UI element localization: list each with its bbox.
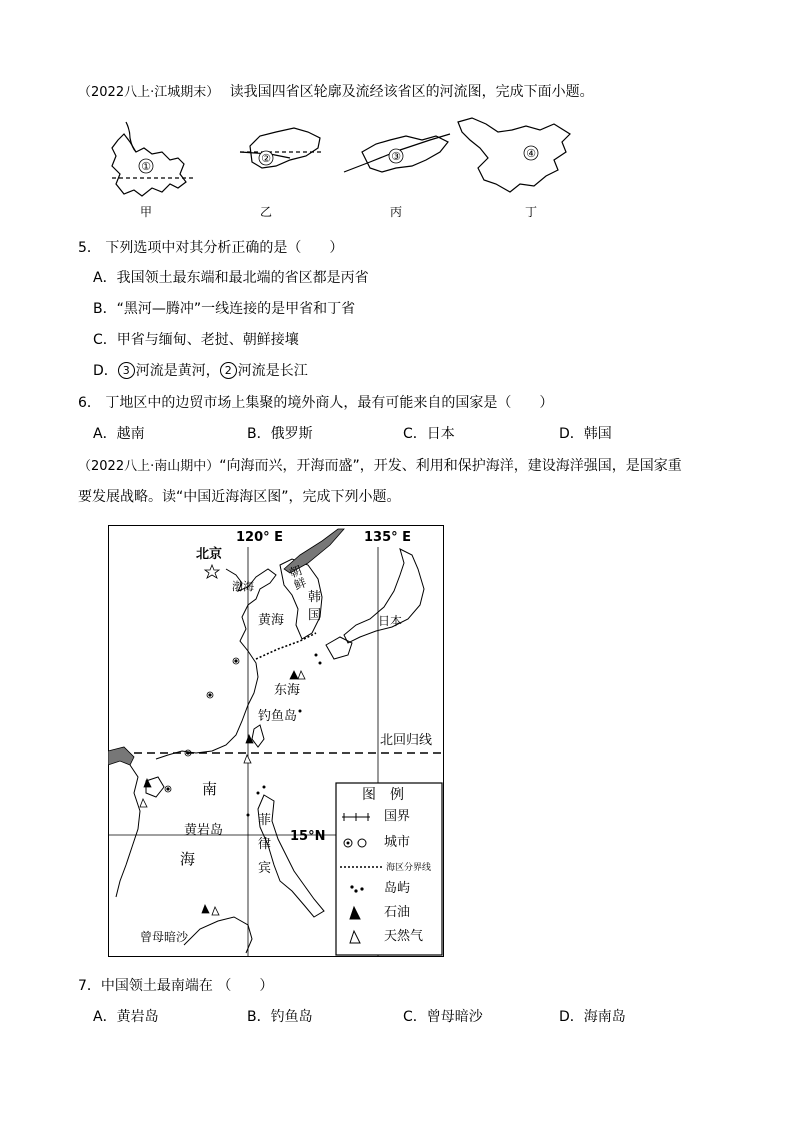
- province-3-outline: [362, 136, 448, 172]
- nanhai-hai-label: 海: [180, 850, 196, 868]
- q6-stem: 6． 丁地区中的边贸市场上集聚的境外商人，最有可能来自的国家是（ ）: [78, 395, 554, 411]
- group2-source: （2022八上·南山期中）: [78, 459, 220, 474]
- group2-intro-2: 要发展战略。读“中国近海海区图”，完成下列小题。: [78, 489, 401, 505]
- q7-option-a: A．黄岩岛: [93, 1009, 159, 1025]
- group1-heading: [78, 82, 594, 103]
- group1-intro: 读我国四省区轮廓及流经该省区的河流图，完成下面小题。: [229, 84, 594, 100]
- legend-gas-label: 天然气: [384, 929, 424, 944]
- q5-option-d-mid: 河流是黄河，: [135, 363, 220, 379]
- legend-city-label: 城市: [384, 835, 411, 850]
- chaoxian-label: 朝鲜: [287, 563, 309, 593]
- lat-15-label: 15°N: [290, 829, 326, 844]
- q5-option-c: C．甲省与缅甸、老挝、朝鲜接壤: [93, 332, 299, 348]
- province-outlines-figure: [100, 112, 600, 222]
- hanguo-label: 韩国: [308, 590, 322, 623]
- circled-3-icon: 3: [118, 362, 135, 379]
- diaoyu-label: 钓鱼岛: [258, 709, 298, 724]
- province-3-label: 丙: [389, 205, 403, 219]
- q6-option-c: C．日本: [403, 426, 455, 442]
- tropic-label: 北回归线: [380, 733, 433, 748]
- province-2-label: 乙: [259, 205, 273, 219]
- q6-option-d: D．韩国: [559, 426, 612, 442]
- lon-135-label: 135° E: [364, 530, 412, 545]
- q7-option-b: B．钓鱼岛: [247, 1009, 313, 1025]
- china-seas-map: [108, 525, 444, 957]
- legend-title: 图 例: [362, 787, 404, 803]
- huangyan-label: 黄岩岛: [184, 823, 224, 838]
- feilvbin-label: 菲律宾: [258, 813, 272, 876]
- province-1-label: 甲: [139, 205, 153, 219]
- q5-option-d-prefix: D．: [93, 363, 118, 379]
- huanghai-label: 黄海: [258, 613, 285, 628]
- beijing-label: 北京: [196, 547, 223, 562]
- group2-intro-1: “向海而兴，开海而盛”，开发、利用和保护海洋，建设海洋强国，是国家重: [219, 458, 682, 474]
- q7-option-d: D．海南岛: [559, 1009, 626, 1025]
- q5-option-a: A．我国领土最东端和最北端的省区都是丙省: [93, 270, 369, 286]
- legend-oil-label: 石油: [384, 905, 411, 920]
- q7-option-c: C．曾母暗沙: [403, 1009, 483, 1025]
- bohai-label: 渤海: [232, 580, 254, 593]
- q6-option-b: B．俄罗斯: [247, 426, 313, 442]
- nanhai-nan-label: 南: [202, 780, 218, 798]
- province-1-river: [126, 122, 136, 152]
- province-1-number: ①: [141, 160, 151, 173]
- q5-option-d: [93, 361, 308, 381]
- group2-heading: [78, 456, 682, 477]
- group1-source: （2022八上·江城期末）: [78, 85, 220, 100]
- q7-stem: 7．中国领土最南端在 （ ）: [78, 978, 274, 994]
- legend-island-label: 岛屿: [384, 881, 411, 896]
- province-4-outline: [458, 118, 570, 192]
- q5-stem: 5． 下列选项中对其分析正确的是（ ）: [78, 240, 344, 256]
- province-4-number: ④: [526, 147, 536, 160]
- lon-120-label: 120° E: [236, 530, 284, 545]
- province-3-number: ③: [391, 150, 401, 163]
- q6-option-a: A．越南: [93, 426, 145, 442]
- donghai-label: 东海: [274, 683, 301, 698]
- province-4-label: 丁: [524, 205, 538, 219]
- circled-2-icon: 2: [220, 362, 237, 379]
- q5-option-d-end: 河流是长江: [237, 363, 308, 379]
- q5-option-b: B．“黑河—腾冲”一线连接的是甲省和丁省: [93, 301, 356, 317]
- legend-sea-boundary-label: 海区分界线: [386, 863, 432, 873]
- province-2-number: ②: [261, 152, 271, 165]
- riben-label: 日本: [378, 614, 403, 628]
- legend-border-label: 国界: [384, 809, 411, 824]
- zengmu-label: 曾母暗沙: [140, 930, 189, 944]
